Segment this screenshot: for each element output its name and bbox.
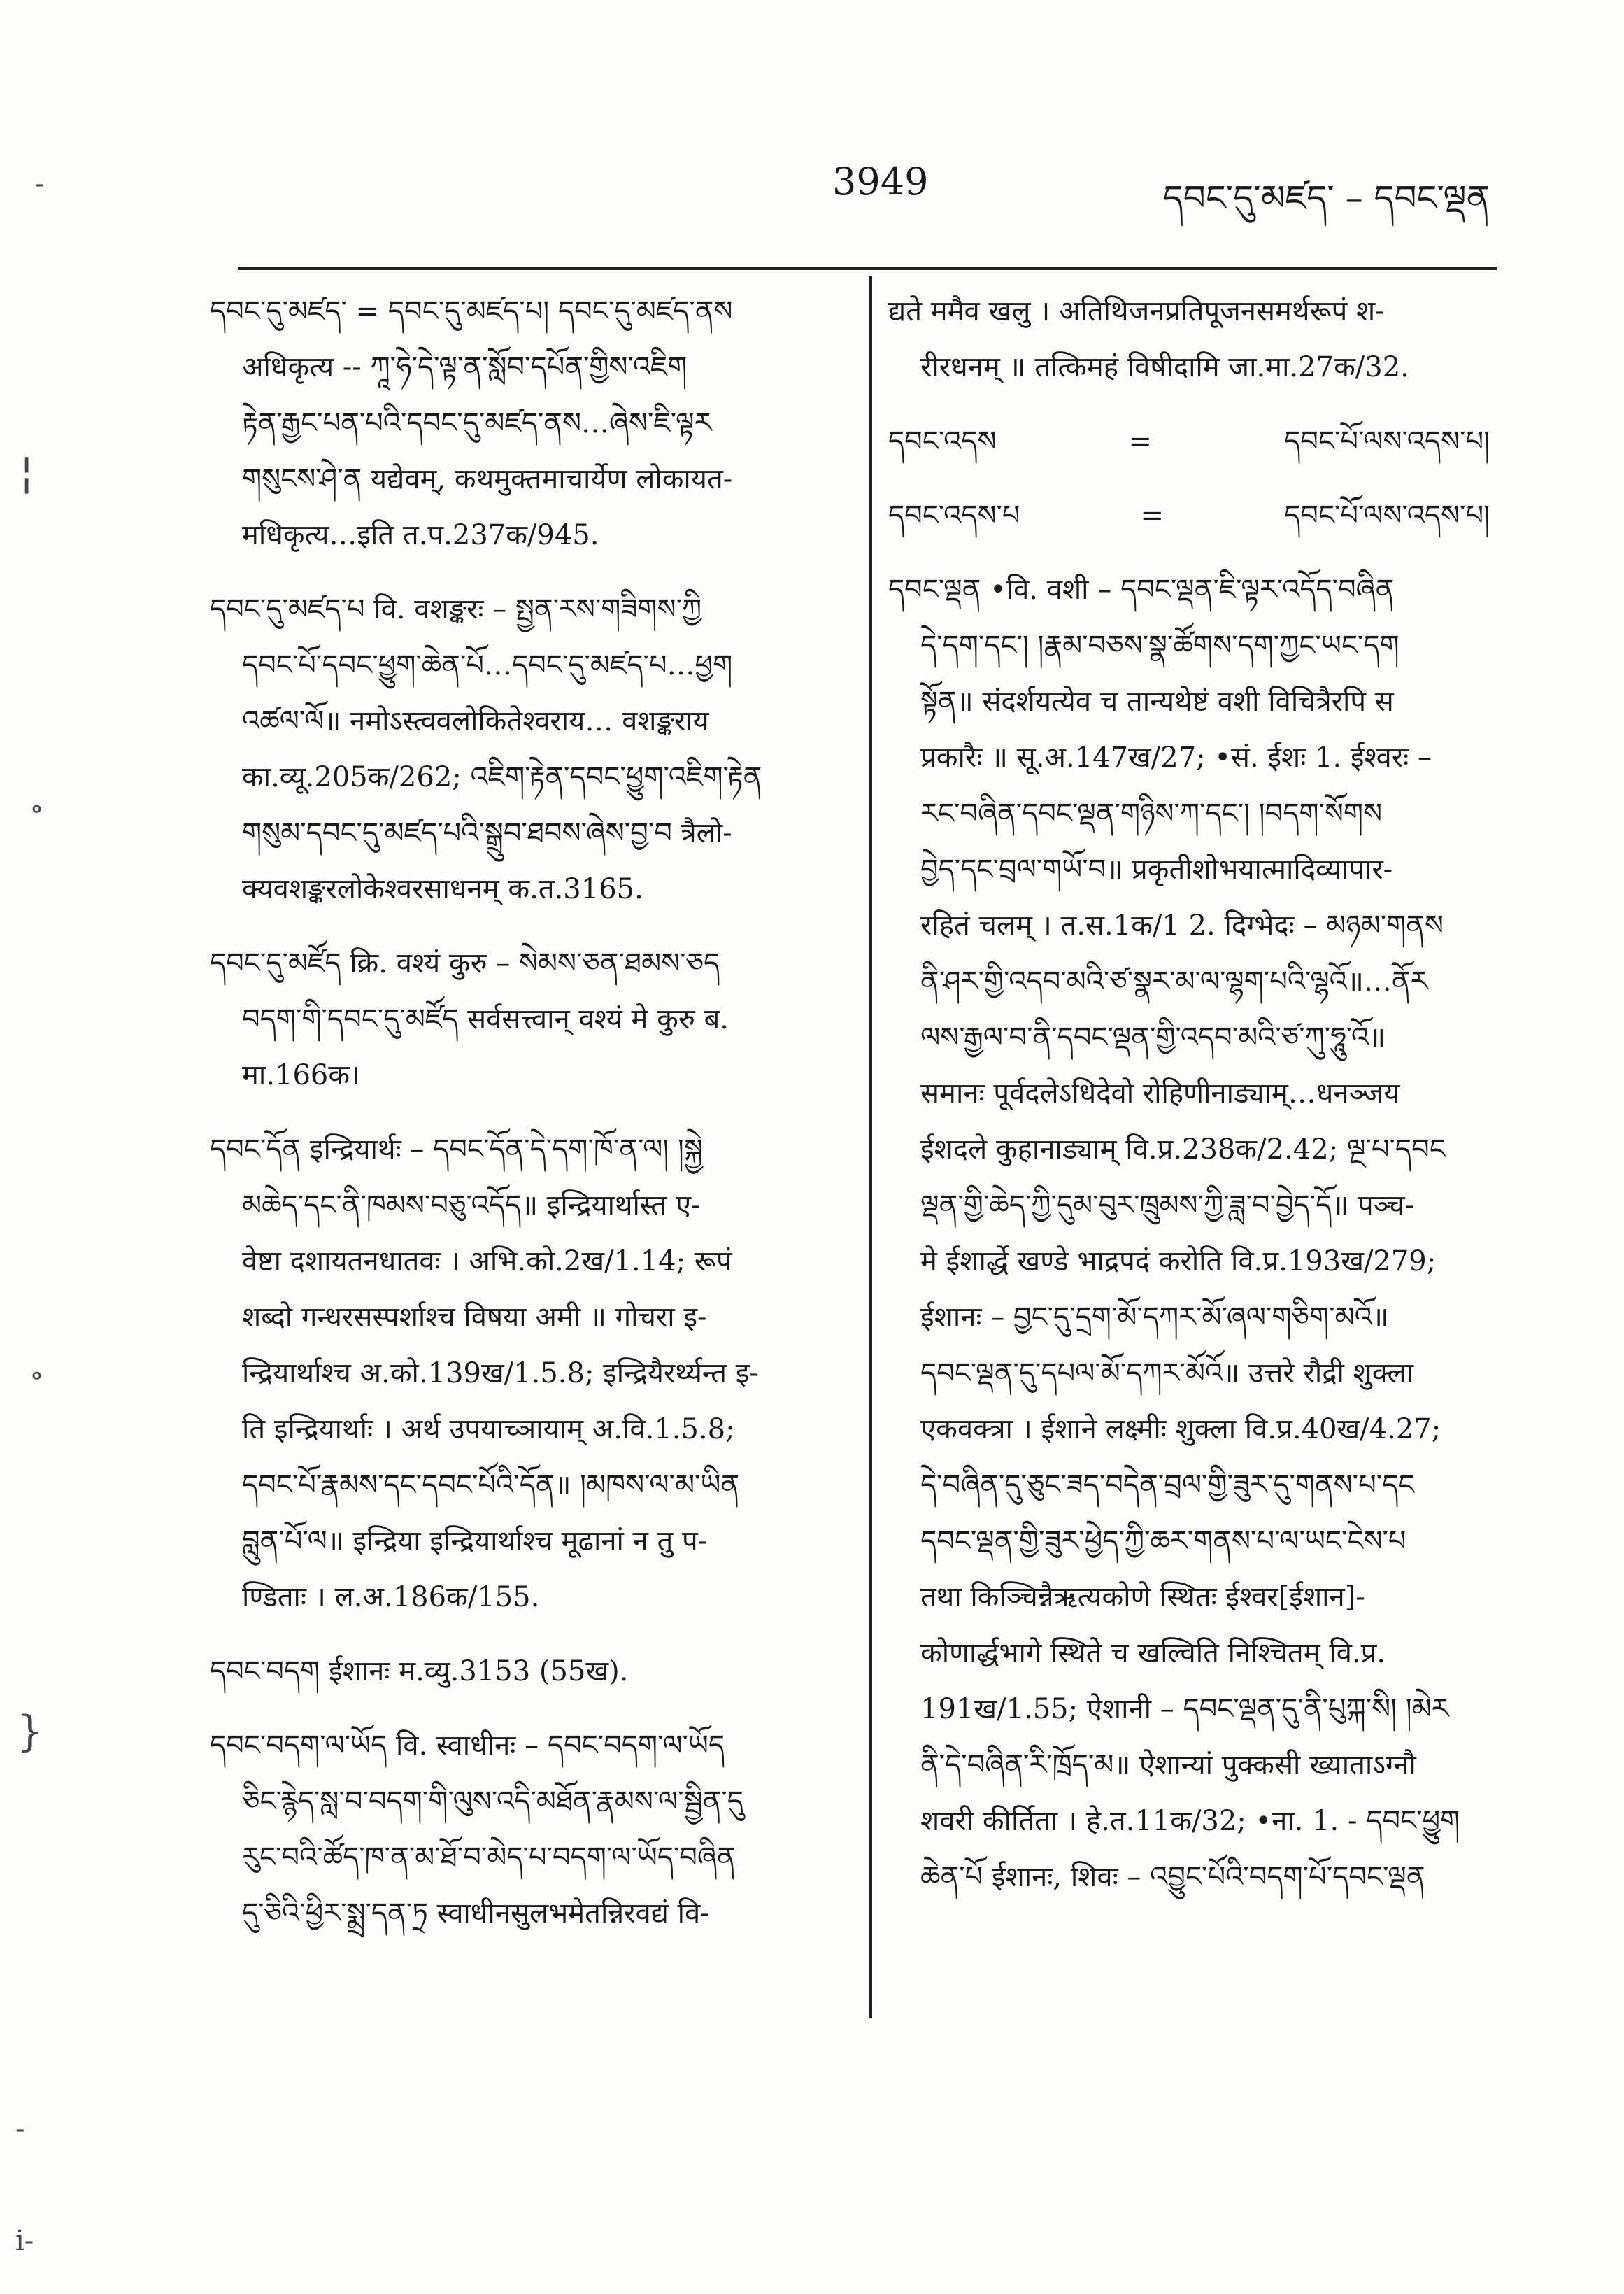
- entry-line: एकवक्त्रा । ईशाने लक्ष्मीः शुक्ला वि.प्र.40ख/4.27;: [920, 1413, 1441, 1445]
- entry-line: དབང་ལྡན་གྱི་ཟུར་ཕྱེད་ཀྱི་ཆར་གནས་པ་ལ་ཡང་ངེས་པ: [920, 1525, 1406, 1557]
- entry-line: དབང་བདག་ལ་ཡོད वि. स्वाधीनः – དབང་བདག་ལ་ཡོད: [210, 1729, 725, 1762]
- entry-line: ནི་ཤར་གྱི་འདབ་མའི་ཙ་སྣར་མ་ལ་ལྷག་པའི་ལྷའོ॥…ནོར: [920, 965, 1428, 998]
- entry-line: रहितं चलम् । त.स.1क/1 2. दिग्भेदः – མཉམ་གནས: [920, 909, 1444, 942]
- entry-line: ལས་རྒྱལ་བ་ནི་དབང་ལྡན་གྱི་འདབ་མའི་ཙ་ཀུ་ཧཱུ་འོ॥: [920, 1021, 1386, 1054]
- entry-line: དབང་བདག ईशानः म.व्यु.3153 (55ख).: [210, 1655, 629, 1687]
- cross-reference: [888, 413, 1490, 469]
- entry-line: तथा किञ्चिन्नैऋत्यकोणे स्थितः ईश्वर[ईशान]-: [920, 1581, 1365, 1613]
- entry-line: प्रकारैः ॥ सू.अ.147ख/27; •सं. ईशः 1. ईश्वरः –: [920, 742, 1432, 774]
- margin-mark: }: [17, 1707, 44, 1756]
- entry-line: कोणार्द्धभागे स्थिते च खल्विति निश्चितम् वि.प्र.: [920, 1637, 1386, 1669]
- entry-line: ईशानः – བྱང་དུ་དྲག་མོ་དཀར་མོ་ཞལ་གཅིག་མའོ॥: [920, 1301, 1389, 1333]
- entry-line: मे ईशार्द्धे खण्डे भाद्रपदं करोति वि.प्र.193ख/279;: [920, 1245, 1437, 1277]
- entry-line: मधिकृत्य…इति त.प.237क/945.: [242, 519, 599, 551]
- entry-line: དབང་ལྡན་དུ་དཔལ་མོ་དཀར་མོའོ॥ उत्तरे रौद्री शुक्ला: [920, 1357, 1414, 1389]
- entry-line: ཆེན་པོ ईशानः, शिवः – འབྱུང་པོའི་བདག་པོ་དབང་ལྡན: [920, 1861, 1425, 1893]
- entry-line: དབང་དུ་མཛད་པ वि. वशङ्करः – སྤྱན་རས་གཟིགས་ཀྱི: [210, 593, 702, 625]
- entry-line: ནི་དེ་བཞིན་རི་ཁྲོད་མ॥ ऐशान्यां पुक्कसी ख्याताऽग्नौ: [920, 1749, 1416, 1781]
- entry-line: ण्डिताः । ल.अ.186क/155.: [242, 1581, 540, 1613]
- entry-line: རང་བཞིན་དབང་ལྡན་གཉིས་ཀ་དང་། །བདག་སོགས: [920, 798, 1383, 830]
- left-column: [210, 283, 839, 1960]
- dictionary-entry: [888, 562, 1490, 1905]
- entry-line: དབང་པོ་རྣམས་དང་དབང་པོའི་དོན॥ །མཁས་ལ་མ་ཡིན: [242, 1469, 740, 1501]
- entry-line: शब्दो गन्धरसस्पर्शाश्च विषया अमी ॥ गोचरा इ-: [242, 1301, 707, 1333]
- running-head: དབང་དུ་མཛད་ – དབང་ལྡན: [1162, 178, 1490, 218]
- entry-line: གསུམ་དབང་དུ་མཛད་པའི་སྒྲུབ་ཐབས་ཞེས་བྱ་བ त्रैलो-: [242, 817, 732, 849]
- entry-line: रीरधनम् ॥ तत्किमहं विषीदामि जा.मा.27क/32.: [920, 351, 1409, 383]
- entry-line: དུ་ཅིའི་ཕྱིར་སྨྲ་དན་ཏྲ स्वाधीनसुलभमेतन्निरवद्यं वि-: [242, 1897, 710, 1930]
- cross-ref-term: དབང་འདས་པ: [888, 500, 1020, 532]
- margin-mark: ॰: [31, 1362, 43, 1394]
- entry-line: ति इन्द्रियार्थाः । अर्थ उपयाच्ञायाम् अ.वि.1.5.8;: [242, 1413, 735, 1445]
- entry-line: 191ख/1.55; ऐशानी – དབང་ལྡན་དུ་ནི་པུཀྐ་སི། །མེར: [920, 1693, 1449, 1725]
- margin-mark: i-: [15, 2225, 34, 2257]
- header-rule: [238, 267, 1497, 270]
- entry-line: का.व्यू.205क/262; འཇིག་རྟེན་དབང་ཕྱུག་འཇིག་རྟེན: [242, 761, 762, 793]
- entry-line: དེ་བཞིན་དུ་ཅུང་ཟད་བདེན་བྲལ་གྱི་ཟུར་དུ་གནས་པ་དང: [920, 1469, 1415, 1501]
- entry-line: न्द्रियार्थाश्च अ.को.139ख/1.5.8; इन्द्रियैरर्थ्यन्त इ-: [242, 1357, 759, 1389]
- entry-line: ईशदले कुहानाड्याम् वि.प्र.238क/2.42; ལྔ་པ་དབང: [920, 1133, 1446, 1166]
- margin-mark: ¦: [20, 448, 34, 497]
- dictionary-entry: [210, 1718, 839, 1941]
- entry-line: དབང་དོན इन्द्रियार्थः – དབང་དོན་དེ་དག་ཁོ་ན་ལ། །སྐྱེ: [210, 1133, 703, 1166]
- entry-continuation: [888, 283, 1490, 395]
- dictionary-entry: [210, 1121, 839, 1625]
- entry-line: བླུན་པོ་ལ॥ इन्द्रिया इन्द्रियार्थाश्च मूढानां न तु प-: [242, 1525, 708, 1557]
- entry-line: སྟོན॥ संदर्शयत्येव च तान्यथेष्टं वशी विचित्रैरपि स: [920, 686, 1394, 718]
- equals-sign: =: [1128, 425, 1153, 458]
- dictionary-entry: [210, 935, 839, 1103]
- dictionary-entry: [210, 283, 839, 563]
- entry-line: द्यते ममैव खलु । अतिथिजनप्रतिपूजनसमर्थरूपं श-: [888, 295, 1385, 327]
- entry-line: དབང་དུ་མཛོད क्रि. वश्यं कुरु – སེམས་ཅན་ཐམས་ཅད: [210, 947, 720, 979]
- entry-line: དབང་པོ་དབང་ཕྱུག་ཆེན་པོ…དབང་དུ་མཛད་པ…ཕྱག: [242, 649, 733, 681]
- entry-line: རྟེན་རྒྱང་པན་པའི་དབང་དུ་མཛད་ནས…ཞེས་ཇི་ལྟར: [242, 407, 712, 439]
- cross-reference: [888, 488, 1490, 544]
- entry-line: मा.166क।: [242, 1059, 361, 1091]
- dictionary-entry: [210, 581, 839, 917]
- margin-mark: -: [15, 2113, 25, 2145]
- right-column: [888, 283, 1490, 1923]
- entry-line: བདག་གི་དབང་དུ་མཛོད सर्वसत्त्वान् वश्यं मे कुरु ब.: [242, 1003, 729, 1035]
- entry-line: མཆེད་དང་ནི་ཁམས་བཅུ་འདོད॥ इन्द्रियार्थास्त ए-: [242, 1189, 701, 1222]
- entry-line: ལྡན་གྱི་ཆེད་ཀྱི་དུམ་བུར་ཁྲུམས་ཀྱི་ཟླ་བ་བྱེད་དོ॥ पञ्च-: [920, 1189, 1415, 1222]
- entry-line: རུང་བའི་ཚོད་ཁ་ན་མ་ཐོ་བ་མེད་པ་བདག་ལ་ཡོད་བཞིན: [242, 1841, 736, 1874]
- entry-line: བྱེད་དང་བྲལ་གཡོ་བ॥ प्रकृतीशोभयात्मादिव्यापार-: [920, 854, 1393, 886]
- entry-line: དབང་ལྡན •वि. वशी – དབང་ལྡན་ཇི་ལྟར་འདོད་བཞིན: [888, 574, 1395, 606]
- column-divider: [869, 276, 872, 2018]
- cross-ref-term: དབང་འདས: [888, 425, 997, 458]
- dictionary-entry: [210, 1643, 839, 1699]
- page-number: 3949: [832, 160, 929, 204]
- entry-line: अधिकृत्य -- ཀཱ་ཧེ་དེ་ལྟ་ན་སློབ་དཔོན་གྱིས་འཇིག: [242, 351, 688, 383]
- cross-ref-target: དབང་པོ་ལས་འདས་པ།: [1284, 500, 1490, 532]
- equals-sign: =: [1140, 500, 1164, 532]
- entry-line: དབང་དུ་མཛད་ = དབང་དུ་མཛད་པ། དབང་དུ་མཛད་ནས: [210, 295, 733, 327]
- cross-ref-target: དབང་པོ་ལས་འདས་པ།: [1284, 425, 1490, 458]
- entry-line: དེ་དག་དང་། །རྣམ་བཅས་སྣ་ཚོགས་དག་ཀྱང་ཡང་དག: [920, 630, 1399, 662]
- margin-mark: -: [35, 168, 45, 200]
- entry-line: क्यवशङ्करलोकेश्वरसाधनम् क.त.3165.: [242, 873, 643, 905]
- entry-line: वेष्टा दशायतनधातवः । अभि.को.2ख/1.14; रूपं: [242, 1245, 732, 1277]
- entry-line: शवरी कीर्तिता । हे.त.11क/32; •ना. 1. - དབང་ཕྱུག: [920, 1805, 1460, 1837]
- entry-line: ཅིང་རྙེད་སླ་བ་བདག་གི་ལུས་འདི་མཐོན་རྣམས་ལ་སྦྱིན་དུ: [242, 1785, 743, 1818]
- entry-line: གསུངས་ཤེ་ན यद्येवम्, कथमुक्तमाचार्येण लोकायत-: [242, 463, 733, 495]
- entry-line: समानः पूर्वदलेऽधिदेवो रोहिणीनाड्याम्…धनञ्जय: [920, 1077, 1400, 1110]
- margin-mark: ॰: [31, 795, 43, 828]
- entry-line: འཚལ་ལོ॥ नमोऽस्त्ववलोकितेश्वराय… वशङ्कराय: [242, 705, 709, 737]
